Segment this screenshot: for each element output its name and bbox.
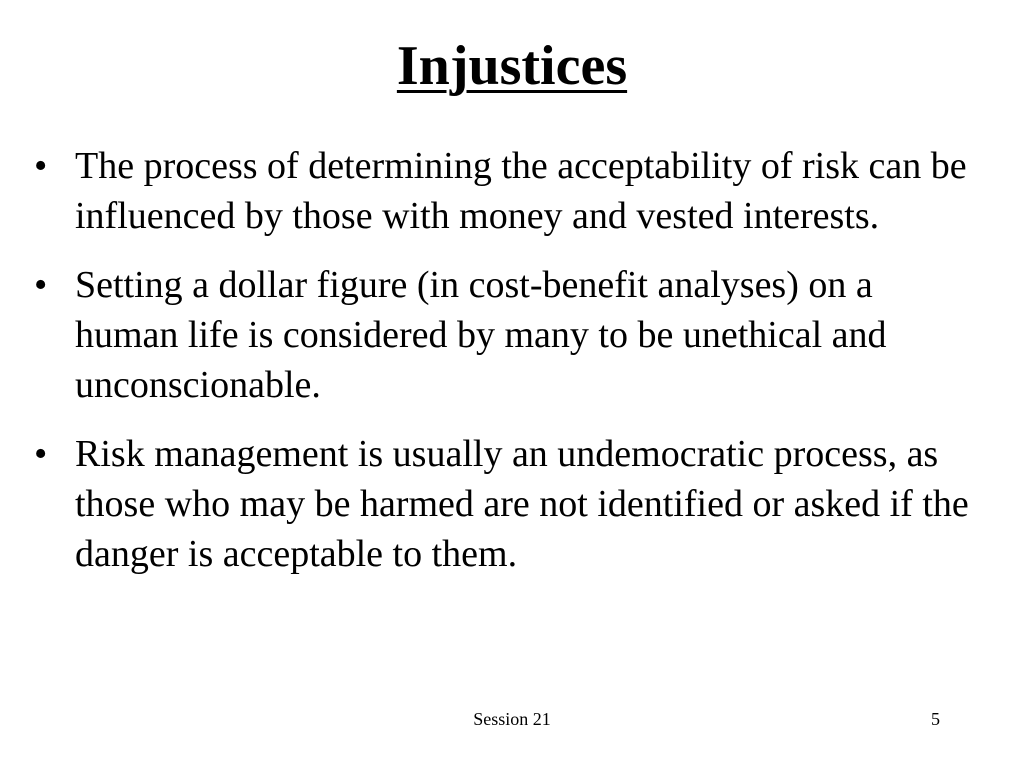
bullet-item	[30, 141, 970, 241]
bullet-icon: •	[34, 433, 48, 475]
bullet-item	[30, 429, 970, 579]
bullet-text: Setting a dollar figure (in cost-benefit analyses) on a human life is considered by many to be unethical and unconscionable.	[75, 264, 887, 406]
bullet-text: The process of determining the acceptability of risk can be influenced by those with money and vested interests.	[75, 145, 967, 237]
bullet-icon: •	[34, 264, 48, 306]
bullet-text: Risk management is usually an undemocratic process, as those who may be harmed are not identified or asked if the danger is acceptable to them.	[75, 433, 969, 575]
bullet-icon: •	[34, 145, 48, 187]
footer-session-label: Session 21	[473, 709, 551, 729]
page-number: 5	[931, 709, 940, 729]
bullet-list	[30, 141, 970, 598]
slide-title: Injustices	[396, 35, 628, 97]
bullet-item	[30, 260, 970, 410]
